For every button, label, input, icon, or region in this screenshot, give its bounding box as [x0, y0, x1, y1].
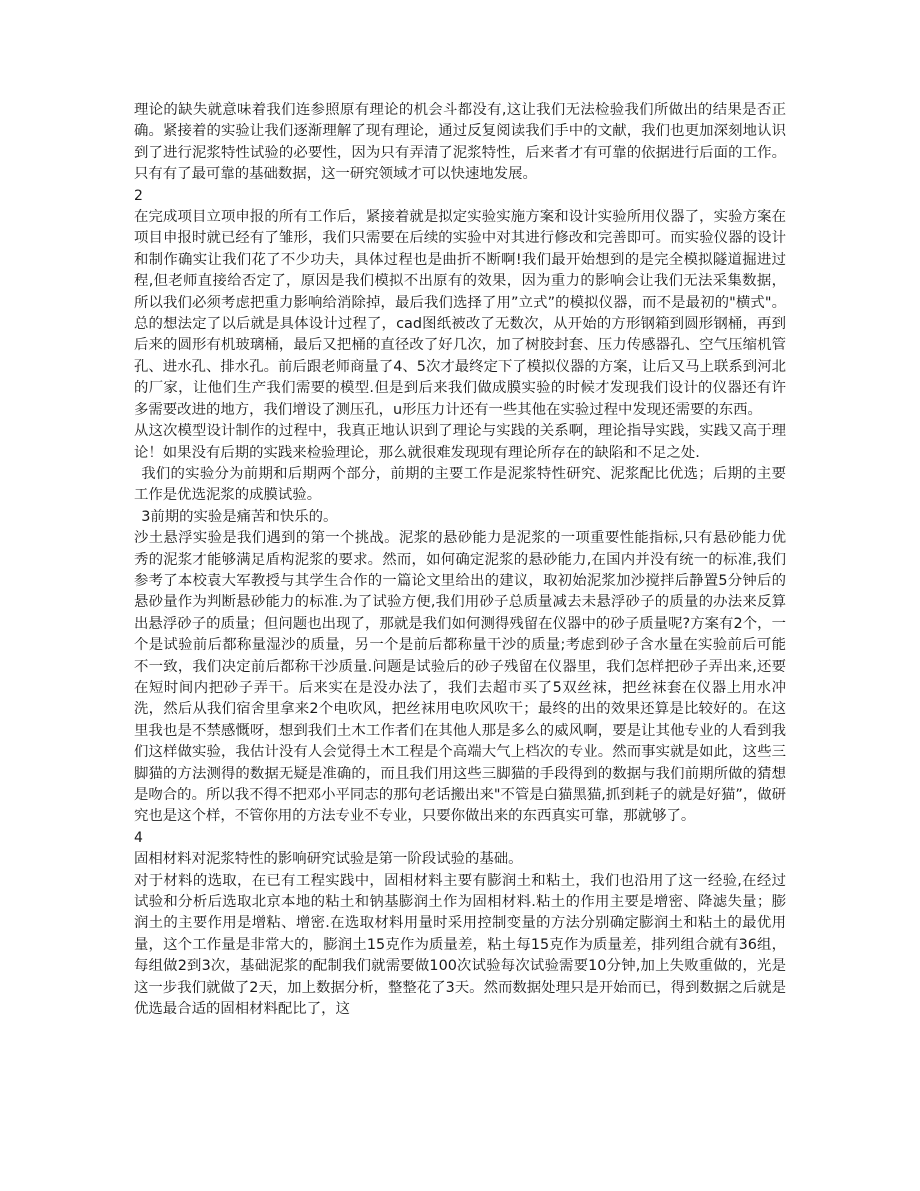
section-number-2: 2: [134, 187, 143, 204]
paragraph-theory-practice: 从这次模型设计制作的过程中，我真正地认识到了理论与实践的关系啊，理论指导实践，实践又高于理论！如果没有后期的实践来检验理论，那么就很难发现现有理论所存在的缺陷和不足之处.: [134, 423, 786, 461]
paragraph-instrument-design: 在完成项目立项申报的所有工作后，紧接着就是拟定实验实施方案和设计实验所用仪器了，实验方案在项目申报时就已经有了雏形，我们只需要在后续的实验中对其进行修改和完善即可。而实验仪器的设计和制作确实让我们花了不少功夫，具体过程也是曲折不断啊!我们最开始想到的是完全模拟隧道掘进过程,但老师直接给否定了，原因是我们模拟不出原有的效果，因为重力的影响会让我们无法采集数据，所以我们必须考虑把重力影响给消除掉，最后我们选择了用”立式”的模拟仪器，而不是最初的"横式"。总的想法定了以后就是具体设计过程了，cad图纸被改了无数次，从开始的方形钢箱到圆形钢桶，再到后来的圆形有机玻璃桶，最后又把桶的直径改了好几次，加了树胶封套、压力传感器孔、空气压缩机管孔、进水孔、排水孔。前后跟老师商量了4、5次才最终定下了模拟仪器的方案，让后又马上联系到河北的厂家，让他们生产我们需要的模型.但是到后来我们做成膜实验的时候才发现我们设计的仪器还有许多需要改进的地方，我们增设了测压孔，u形压力计还有一些其他在实验过程中发现还需要的东西。: [134, 209, 786, 418]
paragraph-material-selection: 对于材料的选取，在已有工程实践中，固相材料主要有膨润土和粘土，我们也沿用了这一经验,在经过试验和分析后选取北京本地的粘土和钠基膨润土作为固相材料.粘土的作用主要是增密、降滤失量；膨润土的主要作用是增粘、增密.在选取材料用量时采用控制变量的方法分别确定膨润土和粘土的最优用量，这个工作量是非常大的，膨润土15克作为质量差，粘土每15克作为质量差，排列组合就有36组，每组做2到3次，基础泥浆的配制我们就需要做100次试验每次试验需要10分钟,加上失败重做的，光是这一步我们就做了2天，加上数据分析，整整花了3天。然而数据处理只是开始而已，得到数据之后就是优选最合适的固相材料配比了，这: [134, 872, 786, 1018]
paragraph-theory-gap: 理论的缺失就意味着我们连参照原有理论的机会斗都没有,这让我们无法检验我们所做出的结果是否正确。紧接着的实验让我们逐渐理解了现有理论，通过反复阅读我们手中的文献，我们也更加深刻地认识到了进行泥浆特性试验的必要性，因为只有弄清了泥浆特性，后来者才有可靠的依据进行后面的工作。只有有了最可靠的基础数据，这一研究领域才可以快速地发展。: [134, 102, 786, 183]
section-number-4: 4: [134, 829, 143, 846]
document-body: [134, 100, 786, 1020]
paragraph-sand-suspension: 沙土悬浮实验是我们遇到的第一个挑战。泥浆的悬砂能力是泥浆的一项重要性能指标,只有悬砂能力优秀的泥浆才能够满足盾构泥浆的要求。然而，如何确定泥浆的悬砂能力,在国内并没有统一的标准,我们参考了本校袁大军教授与其学生合作的一篇论文里给出的建议，取初始泥浆加沙搅拌后静置5分钟后的悬砂量作为判断悬砂能力的标准.为了试验方便,我们用砂子总质量减去未悬浮砂子的质量的办法来反算出悬浮砂子的质量；但问题也出现了，那就是我们如何测得残留在仪器中的砂子质量呢?方案有2个，一个是试验前后都称量湿沙的质量，另一个是前后都称量干沙的质量;考虑到砂子含水量在实验前后可能不一致，我们决定前后都称干沙质量.问题是试验后的砂子残留在仪器里，我们怎样把砂子弄出来,还要在短时间内把砂子弄干。后来实在是没办法了，我们去超市买了5双丝袜，把丝袜套在仪器上用水冲洗，然后从我们宿舍里拿来2个电吹风，把丝袜用电吹风吹干；最终的出的效果还算是比较好的。在这里我也是不禁感慨呀，想到我们土木工作者们在其他人那是多么的威风啊，要是让其他专业的人看到我们这样做实验，我估计没有人会觉得土木工程是个高端大气上档次的专业。然而事实就是如此，这些三脚猫的方法测得的数据无疑是准确的，而且我们用这些三脚猫的手段得到的数据与我们前期所做的猜想是吻合的。所以我不得不把邓小平同志的那句老话搬出来"不管是白猫黑猫,抓到耗子的就是好猫”，做研究也是这个样，不管你用的方法专业不专业，只要你做出来的东西真实可靠，那就够了。: [134, 530, 786, 825]
paragraph-solid-materials-intro: 固相材料对泥浆特性的影响研究试验是第一阶段试验的基础。: [134, 851, 523, 868]
paragraph-early-experiments: 3前期的实验是痛苦和快乐的。: [141, 508, 338, 525]
paragraph-experiment-phases: 我们的实验分为前期和后期两个部分，前期的主要工作是泥浆特性研究、泥浆配比优选；后期的主要工作是优选泥浆的成膜试验。: [134, 465, 786, 504]
